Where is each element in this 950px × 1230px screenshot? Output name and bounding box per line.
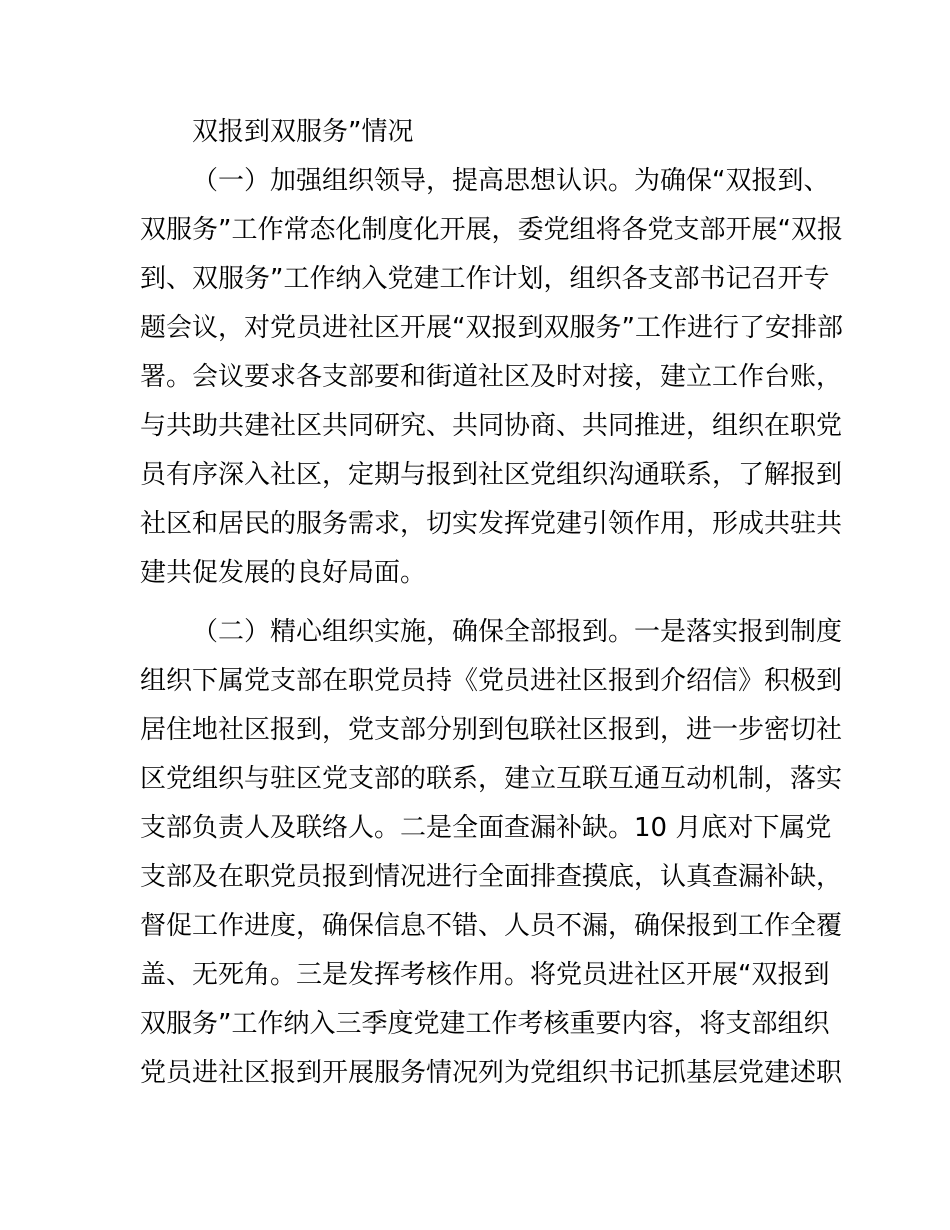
paragraph-line: 支部及在职党员报到情况进行全面排查摸底，认真查漏补缺， xyxy=(140,862,843,892)
paragraph-line: 双服务”工作常态化制度化开展，委党组将各党支部开展“双报 xyxy=(140,215,843,245)
paragraph-line: 社区和居民的服务需求，切实发挥党建引领作用，形成共驻共 xyxy=(140,509,843,539)
paragraph-line: 员有序深入社区，定期与报到社区党组织沟通联系，了解报到 xyxy=(140,460,843,490)
paragraph-line: 与共助共建社区共同研究、共同协商、共同推进，组织在职党 xyxy=(140,411,843,441)
paragraph-line: 组织下属党支部在职党员持《党员进社区报到介绍信》积极到 xyxy=(140,666,843,696)
paragraph-line: 支部负责人及联络人。二是全面查漏补缺。10 月底对下属党 xyxy=(140,813,832,843)
paragraph-line: 双服务”工作纳入三季度党建工作考核重要内容，将支部组织 xyxy=(140,1009,830,1039)
paragraph-line: 到、双服务”工作纳入党建工作计划，组织各支部书记召开专 xyxy=(140,264,830,294)
paragraph-line: 盖、无死角。三是发挥考核作用。将党员进社区开展“双报到 xyxy=(140,960,830,990)
paragraph-line: 居住地社区报到，党支部分别到包联社区报到，进一步密切社 xyxy=(140,715,843,745)
paragraph-line: 署。会议要求各支部要和街道社区及时对接，建立工作台账， xyxy=(140,362,843,392)
section-heading: 双报到双服务”情况 xyxy=(192,117,414,147)
paragraph-line: （一）加强组织领导，提高思想认识。为确保“双报到、 xyxy=(192,166,830,196)
paragraph-line: 区党组织与驻区党支部的联系，建立互联互通互动机制，落实 xyxy=(140,764,843,794)
paragraph-line: （二）精心组织实施，确保全部报到。一是落实报到制度 xyxy=(192,617,843,647)
paragraph-line: 党员进社区报到开展服务情况列为党组织书记抓基层党建述职 xyxy=(140,1058,843,1088)
paragraph-line: 建共促发展的良好局面。 xyxy=(140,558,427,588)
paragraph-line: 督促工作进度，确保信息不错、人员不漏，确保报到工作全覆 xyxy=(140,911,843,941)
paragraph-line: 题会议，对党员进社区开展“双报到双服务”工作进行了安排部 xyxy=(140,313,843,343)
